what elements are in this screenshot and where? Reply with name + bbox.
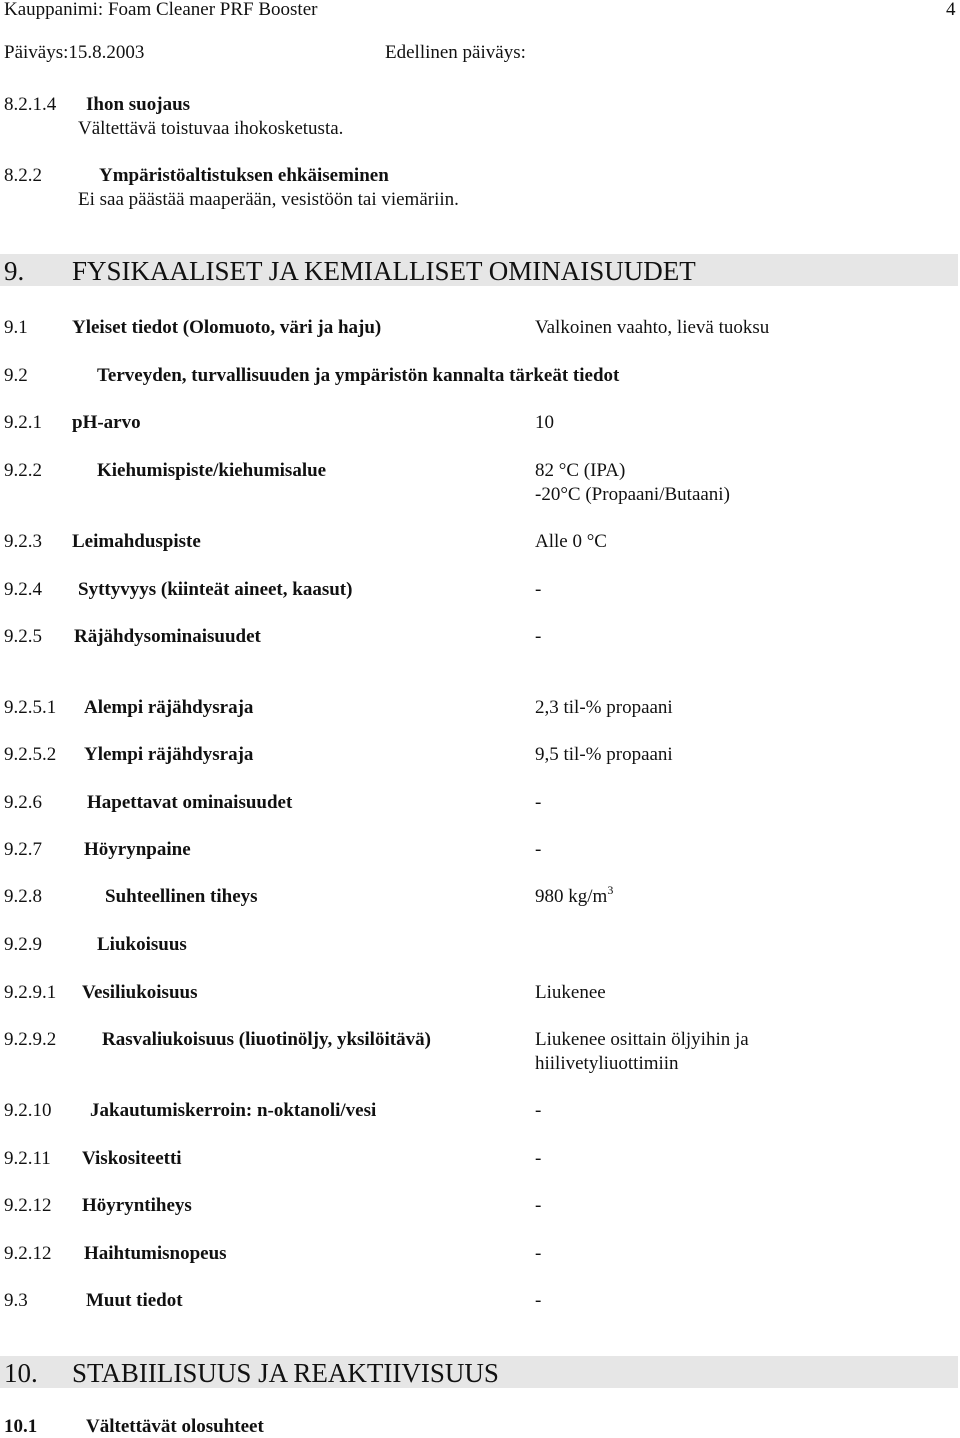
- row-number: 9.2.12: [4, 1195, 52, 1216]
- row-label: Liukoisuus: [97, 934, 187, 955]
- row-label: Ylempi räjähdysraja: [84, 744, 254, 765]
- row-label: Vesiliukoisuus: [82, 982, 198, 1003]
- page-number: 4: [946, 0, 956, 20]
- row-number: 9.2.12: [4, 1243, 52, 1264]
- row-value: Liukenee osittain öljyihin ja: [535, 1029, 749, 1050]
- row-value: 980 $kg/m^3$: [535, 883, 614, 907]
- row-number: 9.2.10: [4, 1100, 52, 1121]
- row-value: -: [535, 1290, 542, 1311]
- row-label: Yleiset tiedot (Olomuoto, väri ja haju): [72, 317, 382, 338]
- row-label: Viskositeetti: [82, 1148, 182, 1169]
- row-label: pH-arvo: [72, 412, 141, 433]
- row-label: Höyryntiheys: [82, 1195, 192, 1216]
- section-9-title: FYSIKAALISET JA KEMIALLISET OMINAISUUDET: [72, 256, 696, 286]
- row-number: 9.2: [4, 365, 28, 386]
- previous-date: Edellinen päiväys:: [385, 42, 526, 63]
- row-value: -: [535, 626, 542, 647]
- section-number: 10.1: [4, 1416, 38, 1437]
- section-number: 8.2.2: [4, 165, 42, 186]
- superscript: 3: [607, 883, 614, 897]
- row-value: Alle 0 °C: [535, 531, 607, 552]
- row-number: 9.2.9.2: [4, 1029, 57, 1050]
- row-number: 9.2.5.1: [4, 697, 57, 718]
- row-number: 9.2.9: [4, 934, 42, 955]
- row-label: Rasvaliukoisuus (liuotinöljy, yksilöitävä): [102, 1029, 431, 1050]
- section-9-number: 9.: [4, 256, 25, 286]
- row-label: Kiehumispiste/kiehumisalue: [97, 460, 327, 481]
- row-number: 9.2.5: [4, 626, 42, 647]
- row-label: Suhteellinen tiheys: [105, 886, 258, 907]
- section-text: Vältettävä toistuvaa ihokosketusta.: [78, 118, 344, 139]
- row-label: Hapettavat ominaisuudet: [87, 792, 293, 813]
- row-value: 82 °C (IPA): [535, 460, 626, 481]
- row-number: 9.1: [4, 317, 28, 338]
- row-value: Valkoinen vaahto, lievä tuoksu: [535, 317, 770, 338]
- row-number: 9.2.7: [4, 839, 42, 860]
- row-label: Leimahduspiste: [72, 531, 201, 552]
- row-value: 9,5 til-% propaani: [535, 744, 673, 765]
- row-value: -: [535, 1148, 542, 1169]
- row-label: Höyrynpaine: [84, 839, 191, 860]
- section-heading: Vältettävät olosuhteet: [86, 1416, 264, 1437]
- row-label: Haihtumisnopeus: [84, 1243, 227, 1264]
- section-heading: Ympäristöaltistuksen ehkäiseminen: [99, 165, 389, 186]
- row-label: Syttyvyys (kiinteät aineet, kaasut): [78, 579, 353, 600]
- row-number: 9.2.4: [4, 579, 42, 600]
- row-label: Terveyden, turvallisuuden ja ympäristön kannalta tärkeät tiedot: [97, 365, 620, 386]
- section-text: Ei saa päästää maaperään, vesistöön tai viemäriin.: [78, 189, 459, 210]
- document-title: Kauppanimi: Foam Cleaner PRF Booster: [4, 0, 318, 20]
- section-heading: Ihon suojaus: [86, 94, 191, 115]
- row-value: 10: [535, 412, 554, 433]
- row-value: -: [535, 792, 542, 813]
- row-value: -: [535, 1243, 542, 1264]
- row-number: 9.2.3: [4, 531, 42, 552]
- row-number: 9.2.1: [4, 412, 42, 433]
- row-value-line-2: -20°C (Propaani/Butaani): [535, 484, 730, 505]
- row-value: Liukenee: [535, 982, 606, 1003]
- row-number: 9.2.9.1: [4, 982, 57, 1003]
- row-value: -: [535, 1195, 542, 1216]
- row-value: -: [535, 1100, 542, 1121]
- row-label: Alempi räjähdysraja: [84, 697, 254, 718]
- row-number: 9.3: [4, 1290, 28, 1311]
- row-value: -: [535, 839, 542, 860]
- document-date: Päiväys:15.8.2003: [4, 42, 145, 63]
- section-10-number: 10.: [4, 1358, 38, 1388]
- row-number: 9.2.2: [4, 460, 42, 481]
- row-value: 2,3 til-% propaani: [535, 697, 673, 718]
- row-label: Muut tiedot: [86, 1290, 183, 1311]
- row-number: 9.2.11: [4, 1148, 51, 1169]
- section-number: 8.2.1.4: [4, 94, 57, 115]
- row-number: 9.2.5.2: [4, 744, 57, 765]
- row-value: -: [535, 579, 542, 600]
- section-10-title: STABIILISUUS JA REAKTIIVISUUS: [72, 1358, 499, 1388]
- row-label: Räjähdysominaisuudet: [74, 626, 261, 647]
- row-number: 9.2.8: [4, 886, 42, 907]
- row-value-line-2: hiilivetyliuottimiin: [535, 1053, 679, 1074]
- row-number: 9.2.6: [4, 792, 42, 813]
- row-label: Jakautumiskerroin: n-oktanoli/vesi: [90, 1100, 377, 1121]
